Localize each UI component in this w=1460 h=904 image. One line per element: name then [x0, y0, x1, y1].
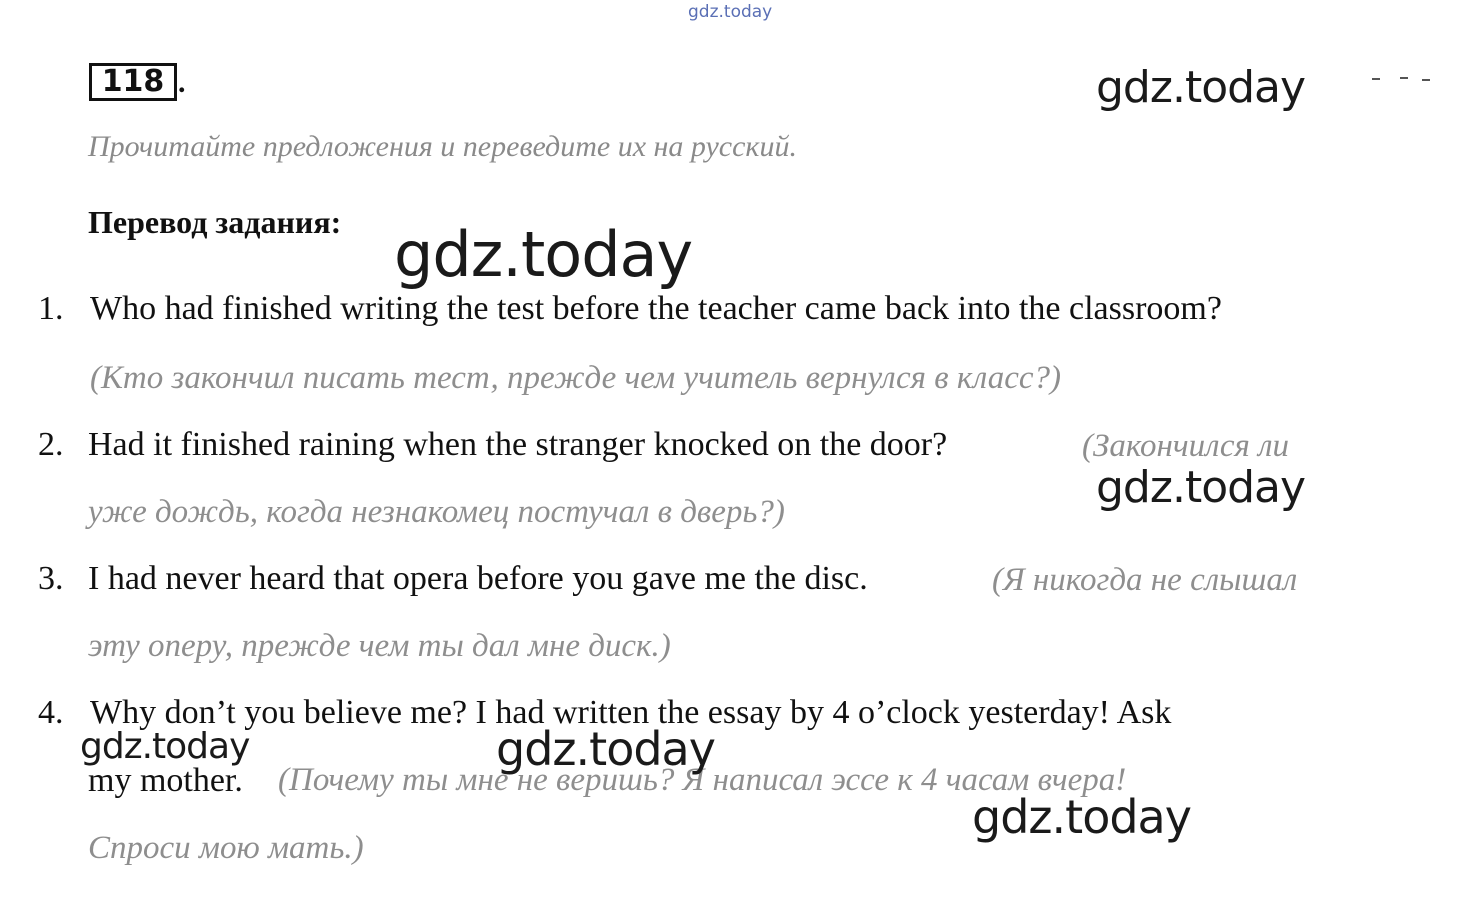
- item-translation: уже дождь, когда незнакомец постучал в дверь?): [88, 494, 785, 530]
- decor-dash: [1422, 79, 1430, 81]
- item-translation: (Кто закончил писать тест, прежде чем учитель вернулся в класс?): [90, 360, 1062, 396]
- item-index: 1.: [38, 290, 64, 327]
- watermark: gdz.today: [1096, 462, 1306, 513]
- item-index: 4.: [38, 694, 64, 731]
- item-sentence: Who had finished writing the test before the teacher came back into the classroom?: [90, 290, 1222, 327]
- exercise-number-suffix: .: [178, 66, 186, 99]
- item-translation: (Я никогда не слышал: [992, 562, 1298, 598]
- watermark: gdz.today: [80, 726, 250, 767]
- item-index: 3.: [38, 560, 64, 597]
- watermark: gdz.today: [972, 790, 1191, 844]
- watermark: gdz.today: [496, 722, 715, 776]
- watermark: gdz.today: [1096, 62, 1306, 113]
- item-sentence: my mother.: [88, 762, 243, 799]
- watermark-top: gdz.today: [688, 2, 773, 22]
- decor-dash: [1400, 77, 1408, 79]
- item-translation: (Закончился ли: [1082, 428, 1290, 464]
- item-translation: (Почему ты мне не веришь? Я написал эссе к 4 часам вчера!: [278, 762, 1127, 798]
- item-translation: Спроси мою мать.): [88, 830, 364, 866]
- item-sentence: I had never heard that opera before you gave me the disc.: [88, 560, 868, 597]
- item-translation: эту оперу, прежде чем ты дал мне диск.): [88, 628, 671, 664]
- translation-heading: Перевод задания:: [88, 204, 342, 240]
- item-sentence: Why don’t you believe me? I had written the essay by 4 o’clock yesterday! Ask: [90, 694, 1172, 731]
- item-index: 2.: [38, 426, 64, 463]
- decor-dash: [1372, 78, 1380, 80]
- watermark: gdz.today: [394, 218, 693, 291]
- item-sentence: Had it finished raining when the stranger knocked on the door?: [88, 426, 948, 463]
- exercise-instruction: Прочитайте предложения и переведите их на русский.: [88, 130, 797, 163]
- exercise-number: 118: [89, 63, 177, 101]
